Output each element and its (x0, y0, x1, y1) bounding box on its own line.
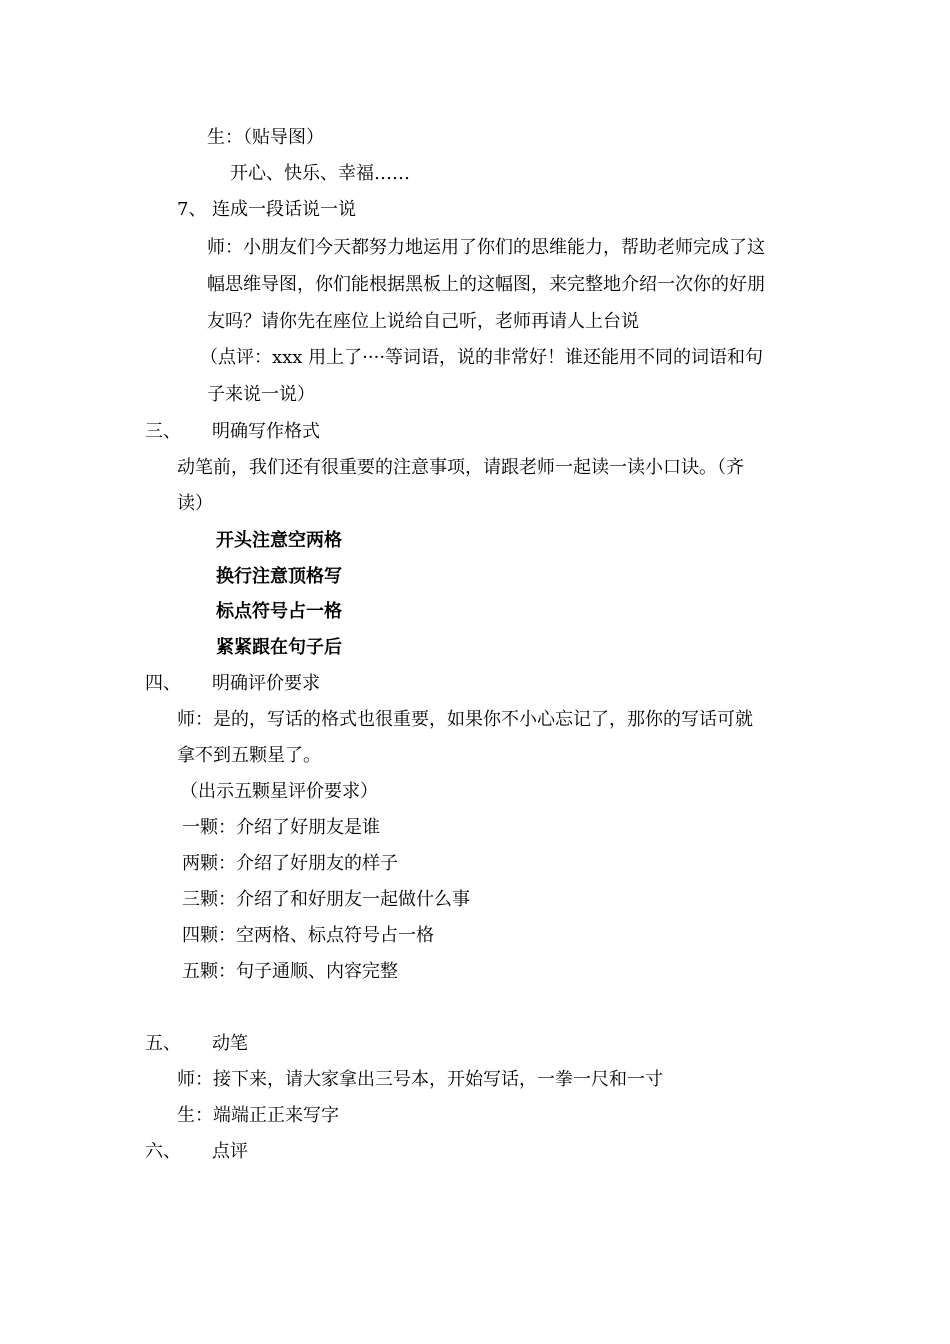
paragraph-line: （点评：xxx 用上了····等词语，说的非常好！谁还能用不同的词语和句 (200, 347, 764, 368)
section-6-number: 六、 (145, 1141, 181, 1162)
section-5-number: 五、 (145, 1033, 181, 1054)
paragraph-line: 友吗？请你先在座位上说给自己听，老师再请人上台说 (207, 311, 639, 332)
paragraph-line: 师：小朋友们今天都努力地运用了你们的思维能力，帮助老师完成了这 (207, 237, 765, 258)
section-4-title: 明确评价要求 (212, 673, 320, 694)
list-item: 四颗：空两格、标点符号占一格 (182, 925, 434, 946)
list-item: 一颗：介绍了好朋友是谁 (182, 817, 380, 838)
section-5-title: 动笔 (212, 1033, 248, 1054)
section-3-number: 三、 (145, 421, 181, 442)
paragraph-line: 拿不到五颗星了。 (177, 745, 321, 766)
list-item: 五颗：句子通顺、内容完整 (182, 961, 398, 982)
step-7-title: 连成一段话说一说 (212, 199, 356, 220)
list-item: 三颗：介绍了和好朋友一起做什么事 (182, 889, 470, 910)
section-4-number: 四、 (145, 673, 181, 694)
rhyme-line: 开头注意空两格 (216, 530, 342, 551)
paragraph-line: 幅思维导图，你们能根据黑板上的这幅图，来完整地介绍一次你的好朋 (207, 274, 765, 295)
student-line-writing: 生：端端正正来写字 (177, 1105, 339, 1126)
section-3-title: 明确写作格式 (212, 421, 320, 442)
list-item: 两颗：介绍了好朋友的样子 (182, 853, 398, 874)
rhyme-line: 紧紧跟在句子后 (216, 637, 342, 658)
section-6-title: 点评 (212, 1141, 248, 1162)
student-line-paste-map: 生：（贴导图） (207, 127, 324, 148)
paragraph-line: 子来说一说） (207, 384, 315, 405)
stars-intro: （出示五颗星评价要求） (180, 781, 378, 802)
paragraph-line: 读） (177, 493, 213, 514)
teacher-line-writing: 师：接下来，请大家拿出三号本，开始写话，一拳一尺和一寸 (177, 1069, 663, 1090)
paragraph-line: 师：是的，写话的格式也很重要，如果你不小心忘记了，那你的写话可就 (177, 709, 753, 730)
paragraph-line: 动笔前，我们还有很重要的注意事项，请跟老师一起读一读小口诀。（齐 (177, 457, 744, 478)
rhyme-line: 换行注意顶格写 (216, 566, 342, 587)
emotion-word-list: 开心、快乐、幸福…… (230, 163, 410, 184)
step-7-number: 7、 (177, 199, 207, 220)
rhyme-line: 标点符号占一格 (216, 601, 342, 622)
